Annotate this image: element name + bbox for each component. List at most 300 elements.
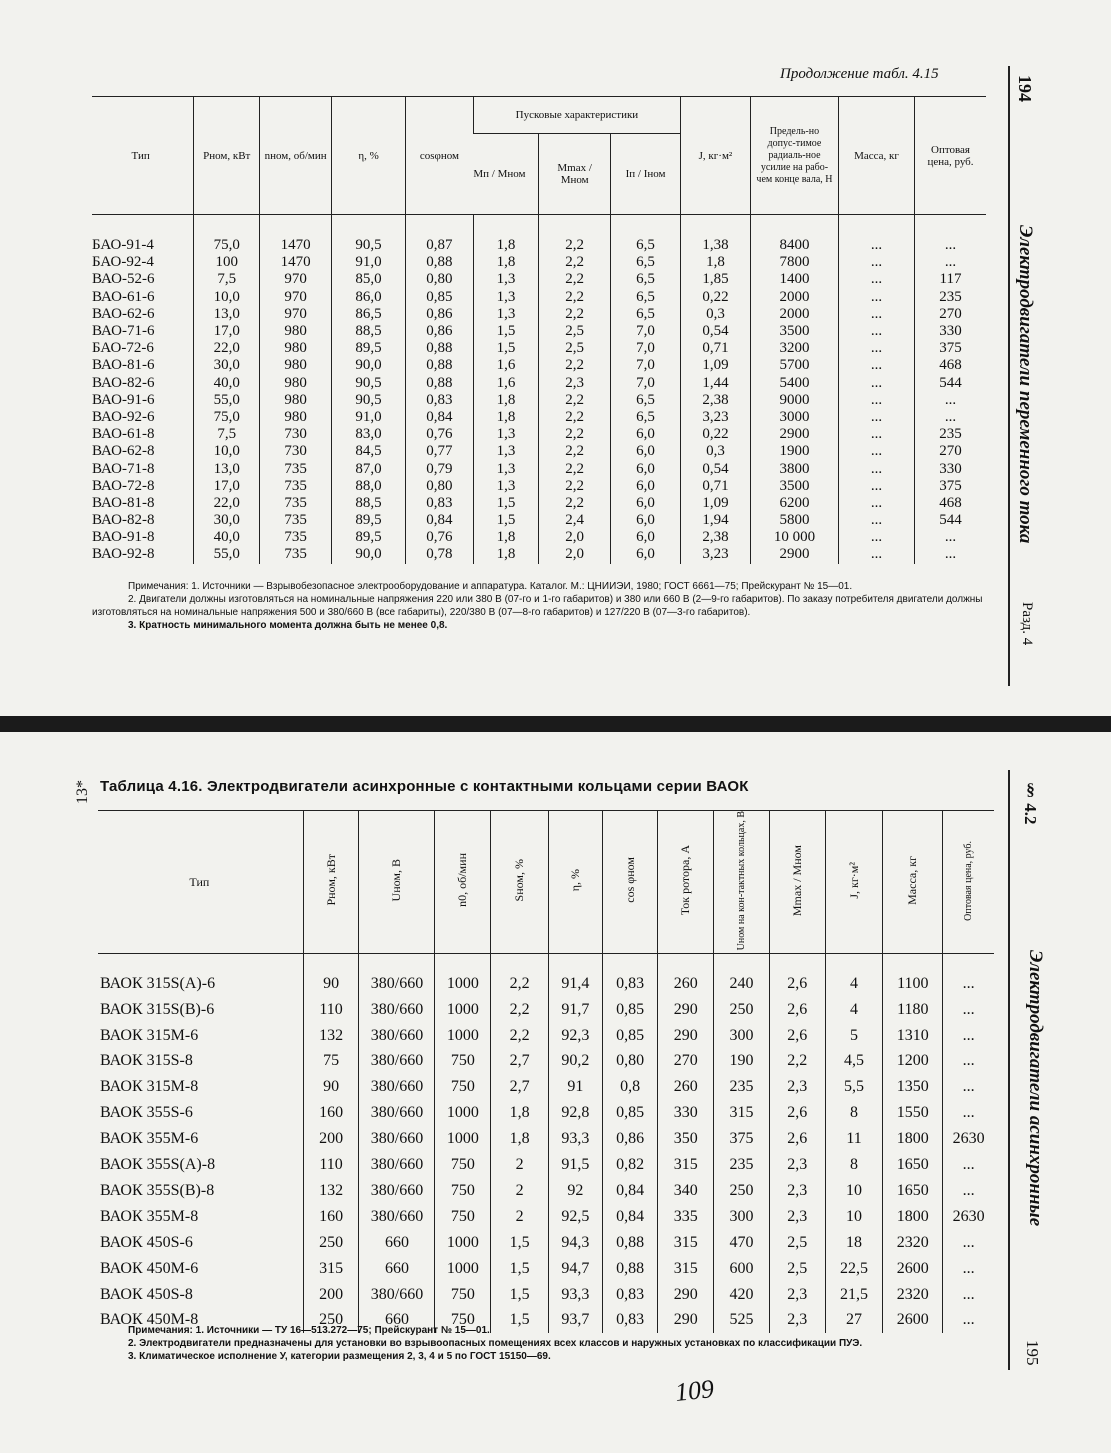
table-4-16-row	[98, 1255, 994, 1281]
row-value-cell: 0,3	[681, 443, 751, 460]
row-value-cell: 330	[914, 323, 986, 340]
row-value-cell: 88,5	[332, 323, 406, 340]
row-value-cell: 40,0	[194, 529, 260, 546]
row-value-cell: 735	[260, 478, 332, 495]
row-value-cell: 89,5	[332, 340, 406, 357]
row-value-cell: 5800	[750, 512, 838, 529]
row-value-cell: ...	[943, 970, 994, 996]
row-value-cell: 6,0	[611, 478, 681, 495]
row-type-cell: ВАО-61-8	[92, 426, 155, 443]
row-value-cell: 6200	[750, 495, 838, 512]
row-value-cell: 235	[714, 1152, 770, 1178]
row-value-cell: 0,71	[681, 340, 751, 357]
row-value-cell: 17,0	[194, 478, 260, 495]
row-type-cell: БАО-91-4	[92, 237, 154, 254]
row-value-cell: 2630	[943, 1203, 994, 1229]
row-value-cell: 6,0	[611, 443, 681, 460]
signature-mark: 13*	[74, 780, 91, 804]
row-value-cell: 2	[491, 1152, 549, 1178]
row-value-cell: 2,3	[769, 1203, 825, 1229]
row-value-cell: 340	[658, 1178, 714, 1204]
row-value-cell: 110	[303, 1152, 359, 1178]
row-value-cell: 2,5	[769, 1229, 825, 1255]
row-value-cell: 290	[658, 1281, 714, 1307]
row-value-cell: 83,0	[332, 426, 406, 443]
row-value-cell: 90,2	[548, 1048, 602, 1074]
row-value-cell: 250	[714, 1178, 770, 1204]
row-value-cell: ...	[839, 340, 915, 357]
row-value-cell: 270	[914, 306, 986, 323]
row-value-cell: 75	[303, 1048, 359, 1074]
row-type-cell: ВАО-71-6	[92, 323, 155, 340]
margin-rule-bottom	[1008, 770, 1010, 1370]
handwritten-number: 109	[673, 1374, 716, 1407]
table-4-15-row	[92, 409, 986, 426]
row-value-cell: 2	[491, 1178, 549, 1204]
row-value-cell: 27	[825, 1307, 883, 1333]
table-4-15-row	[92, 340, 986, 357]
col2-type: Тип	[98, 811, 303, 954]
row-value-cell: 970	[260, 306, 332, 323]
row-type-cell: ВАОК 355M-6	[100, 1130, 199, 1148]
row-value-cell: 200	[303, 1281, 359, 1307]
row-value-cell: 0,83	[602, 1281, 658, 1307]
row-value-cell: 0,86	[602, 1126, 658, 1152]
row-value-cell: 86,0	[332, 289, 406, 306]
row-value-cell: 132	[303, 1178, 359, 1204]
row-value-cell: 1,5	[491, 1255, 549, 1281]
row-value-cell: 100	[194, 254, 260, 271]
row-value-cell: 2900	[750, 546, 838, 563]
lower-note-2: 2. Электродвигатели предназначены для установки во взрывоопасных помещениях всех классов и наружных установках по классификации ПУЭ.	[128, 1338, 863, 1349]
row-value-cell: 260	[658, 970, 714, 996]
row-value-cell: 735	[260, 460, 332, 477]
row-value-cell: 5700	[750, 357, 838, 374]
row-type-cell: ВАОК 450M-8	[100, 1311, 199, 1329]
row-value-cell: 980	[260, 375, 332, 392]
row-value-cell: 1200	[883, 1048, 943, 1074]
row-value-cell: 2,38	[681, 529, 751, 546]
upper-note-2: 2. Двигатели должны изготовляться на номинальные напряжения 220 или 380 В (07-го и 1-го габаритов) и 380 или 660 В (2—9-го габаритов). По заказу потребителя двигатели должны изготовляться на номинальные напряжения 500 и 380/660 В (все габариты), 220/380 В (07—8-го габаритов) и 127/220 В (07—3-го габаритов).	[92, 594, 983, 618]
row-value-cell: 1000	[435, 1229, 491, 1255]
row-value-cell: 0,85	[602, 1100, 658, 1126]
table-4-15-row	[92, 289, 986, 306]
row-value-cell: 40,0	[194, 375, 260, 392]
row-value-cell: 3500	[750, 478, 838, 495]
row-value-cell: 91,0	[332, 409, 406, 426]
row-value-cell: 0,82	[602, 1152, 658, 1178]
col-speed: nном, об/мин	[260, 97, 332, 215]
row-value-cell: ...	[943, 1074, 994, 1100]
row-value-cell: 0,85	[602, 1022, 658, 1048]
row-value-cell: 315	[303, 1255, 359, 1281]
table-4-16-row	[98, 1048, 994, 1074]
row-type-cell: ВАО-62-6	[92, 305, 155, 322]
row-value-cell: 6,0	[611, 529, 681, 546]
col2-rotor: Ток ротора, А	[678, 845, 693, 916]
row-value-cell: 90	[303, 1074, 359, 1100]
continuation-label: Продолжение табл. 4.15	[780, 66, 939, 82]
row-value-cell: 1350	[883, 1074, 943, 1100]
row-value-cell: ...	[839, 443, 915, 460]
row-value-cell: 2,2	[769, 1048, 825, 1074]
row-value-cell: 380/660	[359, 1048, 435, 1074]
col-mmax: Mmax / Mном	[539, 134, 611, 215]
row-value-cell: 2630	[943, 1126, 994, 1152]
table-4-16-row	[98, 1229, 994, 1255]
row-value-cell: 1,3	[473, 460, 538, 477]
row-value-cell: 6,5	[611, 254, 681, 271]
row-value-cell: 335	[658, 1203, 714, 1229]
row-value-cell: 290	[658, 1022, 714, 1048]
row-value-cell: 5	[825, 1022, 883, 1048]
row-value-cell: 110	[303, 996, 359, 1022]
row-value-cell: 0,80	[406, 271, 474, 288]
row-value-cell: 0,83	[406, 392, 474, 409]
col2-j: J, кг·м²	[846, 861, 861, 899]
row-value-cell: 3200	[750, 340, 838, 357]
row-value-cell: 2,7	[491, 1074, 549, 1100]
row-value-cell: 240	[714, 970, 770, 996]
table-4-16-row	[98, 1281, 994, 1307]
row-value-cell: 2,2	[491, 970, 549, 996]
row-value-cell: 6,0	[611, 546, 681, 563]
row-value-cell: 1,6	[473, 375, 538, 392]
row-type-cell: ВАО-52-6	[92, 271, 155, 288]
row-value-cell: 1,44	[681, 375, 751, 392]
row-value-cell: 300	[714, 1203, 770, 1229]
row-value-cell: 1650	[883, 1152, 943, 1178]
row-value-cell: 160	[303, 1100, 359, 1126]
row-value-cell: 2,2	[539, 357, 611, 374]
row-value-cell: 3000	[750, 409, 838, 426]
row-value-cell: 21,5	[825, 1281, 883, 1307]
row-value-cell: 380/660	[359, 1178, 435, 1204]
row-value-cell: 470	[714, 1229, 770, 1255]
row-value-cell: 8	[825, 1152, 883, 1178]
row-value-cell: 1,5	[491, 1307, 549, 1333]
row-value-cell: 2,2	[491, 1022, 549, 1048]
row-value-cell: 94,7	[548, 1255, 602, 1281]
row-value-cell: 380/660	[359, 1100, 435, 1126]
row-value-cell: 0,22	[681, 289, 751, 306]
row-value-cell: 1,5	[473, 323, 538, 340]
upper-note-3: 3. Кратность минимального момента должна быть не менее 0,8.	[128, 620, 448, 631]
table-4-16	[98, 810, 994, 1333]
col2-ring: Uном на кон-тактных кольцах, В	[736, 811, 748, 951]
row-value-cell: 0,88	[406, 357, 474, 374]
row-value-cell: 1800	[883, 1126, 943, 1152]
row-value-cell: 1,5	[491, 1229, 549, 1255]
row-value-cell: 75,0	[194, 237, 260, 254]
table-4-16-row	[98, 1100, 994, 1126]
lower-note-1: Примечания: 1. Источники — ТУ 16—513.272—75; Прейскурант № 15—01.	[128, 1325, 490, 1336]
row-value-cell: 90,0	[332, 357, 406, 374]
col-force: Предель-но допус-тимое радиаль-ное усилие на рабо-чем конце вала, Н	[750, 97, 838, 215]
row-value-cell: 970	[260, 271, 332, 288]
row-value-cell: 544	[914, 512, 986, 529]
row-value-cell: 93,3	[548, 1281, 602, 1307]
row-value-cell: 88,5	[332, 495, 406, 512]
col-group-start: Пусковые характеристики	[473, 97, 680, 134]
row-value-cell: 315	[714, 1100, 770, 1126]
row-value-cell: 235	[914, 426, 986, 443]
row-value-cell: ...	[839, 409, 915, 426]
row-value-cell: 660	[359, 1255, 435, 1281]
row-value-cell: 94,3	[548, 1229, 602, 1255]
row-value-cell: 290	[658, 996, 714, 1022]
table-4-15-row	[92, 323, 986, 340]
table-4-16-row	[98, 1126, 994, 1152]
row-value-cell: 0,83	[406, 495, 474, 512]
row-value-cell: 91,0	[332, 254, 406, 271]
row-value-cell: ...	[839, 271, 915, 288]
paragraph-label: § 4.2	[1021, 780, 1040, 825]
row-value-cell: 3,23	[681, 546, 751, 563]
row-value-cell: 735	[260, 529, 332, 546]
row-type-cell: ВАО-92-6	[92, 408, 155, 425]
row-value-cell: 7,5	[194, 271, 260, 288]
row-value-cell: 0,80	[602, 1048, 658, 1074]
row-value-cell: 2,2	[539, 289, 611, 306]
row-value-cell: 1,3	[473, 271, 538, 288]
row-type-cell: ВАОК 355S(A)-8	[100, 1156, 216, 1174]
col2-power: Pном, кВт	[323, 854, 338, 906]
row-value-cell: 84,5	[332, 443, 406, 460]
lower-note-3: 3. Климатическое исполнение У, категории размещения 2, 3, 4 и 5 по ГОСТ 15150—69.	[128, 1351, 551, 1362]
page-number-top: 194	[1015, 75, 1035, 102]
row-value-cell: 2,6	[769, 996, 825, 1022]
row-value-cell: 10,0	[194, 443, 260, 460]
row-value-cell: 1470	[260, 237, 332, 254]
row-value-cell: 1,8	[473, 392, 538, 409]
row-value-cell: 1000	[435, 1100, 491, 1126]
row-value-cell: 2,2	[539, 271, 611, 288]
col2-voltage: Uном, В	[389, 858, 404, 902]
row-value-cell: 2,2	[539, 306, 611, 323]
row-value-cell: 0,84	[602, 1203, 658, 1229]
row-value-cell: 10	[825, 1203, 883, 1229]
row-value-cell: ...	[914, 237, 986, 254]
row-value-cell: ...	[943, 1255, 994, 1281]
page-number-bottom: 195	[1023, 1340, 1042, 1366]
row-value-cell: 2,6	[769, 1100, 825, 1126]
table-4-15-row	[92, 443, 986, 460]
row-type-cell: ВАОК 315S-8	[100, 1052, 193, 1070]
col2-price: Оптовая цена, руб.	[963, 840, 975, 921]
row-value-cell: 2,2	[539, 426, 611, 443]
table-4-16-title: Таблица 4.16. Электродвигатели асинхронные с контактными кольцами серии ВАОК	[100, 778, 749, 795]
row-value-cell: ...	[839, 323, 915, 340]
row-value-cell: 2,2	[539, 409, 611, 426]
row-value-cell: 91,7	[548, 996, 602, 1022]
row-value-cell: 0,77	[406, 443, 474, 460]
table-4-16-row	[98, 1022, 994, 1048]
row-value-cell: ...	[943, 1022, 994, 1048]
row-value-cell: 1,6	[473, 357, 538, 374]
col-eff: η, %	[332, 97, 406, 215]
row-value-cell: 2,2	[539, 495, 611, 512]
row-value-cell: 1000	[435, 970, 491, 996]
margin-rule-top	[1008, 66, 1010, 686]
row-value-cell: 1000	[435, 1255, 491, 1281]
row-value-cell: 0,8	[602, 1074, 658, 1100]
row-value-cell: 10,0	[194, 289, 260, 306]
col-j: J, кг·м²	[681, 97, 751, 215]
row-value-cell: 2320	[883, 1229, 943, 1255]
row-value-cell: 6,5	[611, 289, 681, 306]
col-ip: Iп / Iном	[611, 134, 681, 215]
row-value-cell: 6,0	[611, 495, 681, 512]
row-value-cell: ...	[943, 996, 994, 1022]
row-value-cell: 7800	[750, 254, 838, 271]
row-value-cell: 375	[914, 340, 986, 357]
row-value-cell: 375	[914, 478, 986, 495]
row-value-cell: ...	[839, 375, 915, 392]
table-4-15-row	[92, 546, 986, 563]
row-value-cell: 1,8	[473, 254, 538, 271]
table-4-16-row	[98, 1074, 994, 1100]
row-value-cell: 420	[714, 1281, 770, 1307]
row-value-cell: 1310	[883, 1022, 943, 1048]
row-value-cell: 2,6	[769, 970, 825, 996]
table-4-15-row	[92, 529, 986, 546]
col2-eff: η, %	[567, 869, 582, 892]
row-value-cell: 190	[714, 1048, 770, 1074]
row-value-cell: 90,5	[332, 375, 406, 392]
row-value-cell: 90,5	[332, 392, 406, 409]
row-type-cell: ВАО-62-8	[92, 443, 155, 460]
row-value-cell: 2,0	[539, 546, 611, 563]
row-type-cell: ВАОК 355M-8	[100, 1207, 199, 1225]
row-value-cell: 350	[658, 1126, 714, 1152]
row-value-cell: 7,5	[194, 426, 260, 443]
row-value-cell: 2,6	[769, 1126, 825, 1152]
row-value-cell: 0,76	[406, 529, 474, 546]
row-value-cell: 7,0	[611, 323, 681, 340]
row-type-cell: ВАО-92-8	[92, 546, 155, 563]
row-value-cell: ...	[839, 306, 915, 323]
row-value-cell: 2,0	[539, 529, 611, 546]
row-value-cell: 0,76	[406, 426, 474, 443]
row-value-cell: 730	[260, 426, 332, 443]
row-value-cell: 380/660	[359, 1022, 435, 1048]
row-value-cell: 6,0	[611, 426, 681, 443]
row-type-cell: ВАО-81-8	[92, 494, 155, 511]
row-value-cell: 270	[914, 443, 986, 460]
row-value-cell: 2,3	[539, 375, 611, 392]
row-value-cell: 750	[435, 1048, 491, 1074]
row-value-cell: 1,3	[473, 478, 538, 495]
row-value-cell: 1000	[435, 996, 491, 1022]
table-4-15-row	[92, 512, 986, 529]
row-value-cell: 0,85	[602, 996, 658, 1022]
row-value-cell: 0,22	[681, 426, 751, 443]
row-value-cell: 600	[714, 1255, 770, 1281]
row-value-cell: 0,86	[406, 306, 474, 323]
row-value-cell: 93,7	[548, 1307, 602, 1333]
row-value-cell: 525	[714, 1307, 770, 1333]
row-value-cell: 0,83	[602, 970, 658, 996]
row-value-cell: 1,94	[681, 512, 751, 529]
col-mp: Mп / Mном	[473, 134, 538, 215]
row-value-cell: 91,5	[548, 1152, 602, 1178]
row-value-cell: ...	[839, 546, 915, 563]
row-value-cell: ...	[839, 289, 915, 306]
row-value-cell: 7,0	[611, 375, 681, 392]
col-type: Тип	[92, 97, 194, 215]
row-value-cell: 2,4	[539, 512, 611, 529]
row-value-cell: 1800	[883, 1203, 943, 1229]
row-value-cell: 0,84	[406, 409, 474, 426]
row-value-cell: 0,84	[602, 1178, 658, 1204]
row-value-cell: 13,0	[194, 460, 260, 477]
row-value-cell: 6,5	[611, 237, 681, 254]
row-value-cell: 93,3	[548, 1126, 602, 1152]
row-value-cell: 2,2	[539, 460, 611, 477]
side-title-bottom: Электродвигатели асинхронные	[1025, 950, 1046, 1227]
row-value-cell: 0,88	[406, 340, 474, 357]
row-value-cell: 2,5	[539, 323, 611, 340]
table-4-16-row	[98, 1152, 994, 1178]
row-value-cell: 0,71	[681, 478, 751, 495]
row-value-cell: 30,0	[194, 357, 260, 374]
row-type-cell: ВАОК 315M-8	[100, 1078, 199, 1096]
row-value-cell: 88,0	[332, 478, 406, 495]
row-value-cell: 1,38	[681, 237, 751, 254]
table-4-15-row	[92, 306, 986, 323]
row-value-cell: 87,0	[332, 460, 406, 477]
row-value-cell: 92	[548, 1178, 602, 1204]
row-type-cell: ВАО-61-6	[92, 288, 155, 305]
row-value-cell: 1550	[883, 1100, 943, 1126]
row-value-cell: 1000	[435, 1126, 491, 1152]
row-type-cell: ВАО-91-8	[92, 529, 155, 546]
row-type-cell: ВАО-81-6	[92, 357, 155, 374]
row-value-cell: 90,5	[332, 237, 406, 254]
row-value-cell: 6,5	[611, 392, 681, 409]
row-value-cell: 3800	[750, 460, 838, 477]
row-value-cell: 660	[359, 1229, 435, 1255]
row-value-cell: ...	[943, 1229, 994, 1255]
row-value-cell: 7,0	[611, 357, 681, 374]
row-value-cell: 1,3	[473, 306, 538, 323]
row-value-cell: 2,5	[539, 340, 611, 357]
table-4-16-row	[98, 996, 994, 1022]
row-type-cell: ВАО-82-6	[92, 374, 155, 391]
row-value-cell: 380/660	[359, 1281, 435, 1307]
col-power: Pном, кВт	[194, 97, 260, 215]
row-value-cell: 2,7	[491, 1048, 549, 1074]
row-value-cell: 22,0	[194, 495, 260, 512]
row-value-cell: 2,2	[539, 254, 611, 271]
table-4-15-row	[92, 478, 986, 495]
row-value-cell: ...	[839, 392, 915, 409]
row-value-cell: 22,5	[825, 1255, 883, 1281]
row-value-cell: 89,5	[332, 512, 406, 529]
row-value-cell: 2,3	[769, 1307, 825, 1333]
row-value-cell: 380/660	[359, 1074, 435, 1100]
table-4-15-row	[92, 392, 986, 409]
row-value-cell: ...	[943, 1178, 994, 1204]
row-value-cell: 380/660	[359, 1126, 435, 1152]
row-value-cell: 1,5	[473, 512, 538, 529]
row-value-cell: 750	[435, 1178, 491, 1204]
row-value-cell: 660	[359, 1307, 435, 1333]
row-value-cell: ...	[943, 1307, 994, 1333]
row-value-cell: 0,88	[406, 254, 474, 271]
table-4-15-continued	[92, 96, 986, 564]
